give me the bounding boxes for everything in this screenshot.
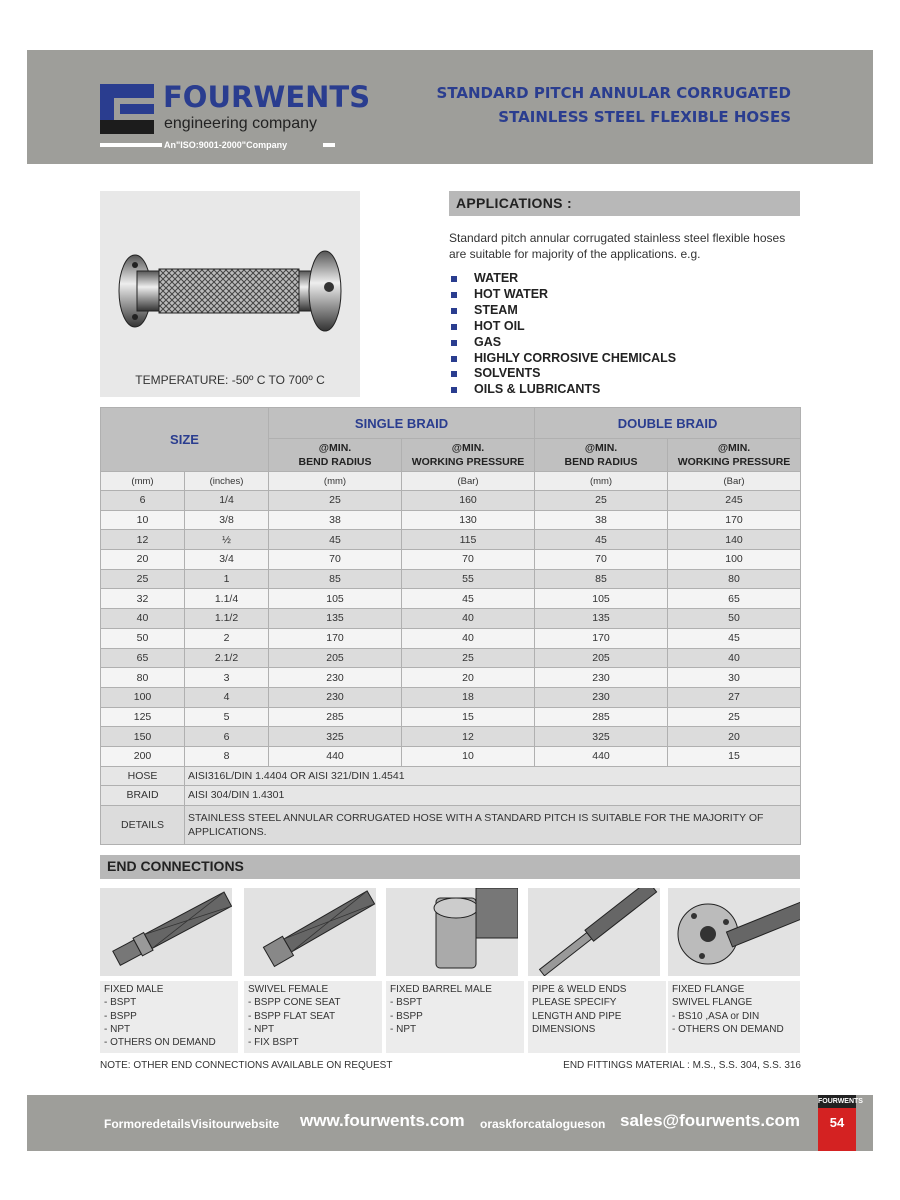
table-cell: 440 (269, 746, 402, 766)
table-cell: 25 (535, 491, 668, 511)
table-row (101, 746, 801, 766)
table-cell: 65 (668, 589, 801, 609)
table-row (101, 530, 801, 550)
single-braid-header: SINGLE BRAID (269, 408, 535, 439)
table-cell: 135 (535, 609, 668, 629)
fixed-barrel-male-options: FIXED BARREL MALE - BSPT - BSPP - NPT (386, 981, 524, 1053)
brand-name: FOURWENTS (163, 80, 371, 114)
table-cell: 20 (402, 668, 535, 688)
pipe-weld-end-icon (528, 888, 660, 976)
table-cell: 10 (402, 746, 535, 766)
swivel-female-options: SWIVEL FEMALE - BSPP CONE SEAT - BSPP FLAT SEAT - NPT - FIX BSPT (244, 981, 382, 1053)
table-cell: 105 (269, 589, 402, 609)
table-cell: 3/4 (185, 550, 269, 570)
applications-list (449, 271, 676, 398)
table-cell: 70 (402, 550, 535, 570)
table-cell: 440 (535, 746, 668, 766)
table-cell: 25 (101, 569, 185, 589)
table-cell: 3 (185, 668, 269, 688)
square-bullet-icon (451, 387, 457, 393)
table-cell: 25 (269, 491, 402, 511)
unit-cell: (Bar) (668, 472, 801, 491)
table-row (101, 668, 801, 688)
iso-divider-right (323, 143, 335, 147)
page-header (27, 50, 873, 164)
end-connections-header (100, 855, 800, 879)
table-cell: 80 (668, 569, 801, 589)
list-item: HOT OIL (449, 319, 676, 335)
product-image (100, 191, 360, 397)
working-pressure-header: @MIN. WORKING PRESSURE (668, 439, 801, 472)
table-cell: 5 (185, 707, 269, 727)
table-cell: 45 (402, 589, 535, 609)
table-cell: 40 (402, 609, 535, 629)
table-cell: 285 (535, 707, 668, 727)
bend-radius-header: @MIN. BEND RADIUS (269, 439, 402, 472)
table-cell: 3/8 (185, 510, 269, 530)
table-cell: 125 (101, 707, 185, 727)
size-header: SIZE (101, 408, 269, 472)
table-cell: 70 (269, 550, 402, 570)
table-cell: 205 (535, 648, 668, 668)
pipe-weld-ends-image (528, 888, 660, 976)
table-cell: 130 (402, 510, 535, 530)
table-cell: 325 (535, 727, 668, 747)
table-row (101, 687, 801, 707)
table-cell: 45 (535, 530, 668, 550)
table-cell: 25 (402, 648, 535, 668)
table-cell: 230 (269, 668, 402, 688)
square-bullet-icon (451, 340, 457, 346)
table-cell: 85 (535, 569, 668, 589)
end-connections-title: END CONNECTIONS (107, 858, 244, 874)
spec-table (100, 407, 801, 845)
table-cell: 80 (101, 668, 185, 688)
table-cell: 200 (101, 746, 185, 766)
table-cell: 10 (101, 510, 185, 530)
table-cell: 38 (535, 510, 668, 530)
table-cell: 115 (402, 530, 535, 550)
table-cell: 2.1/2 (185, 648, 269, 668)
details-row (101, 805, 801, 844)
hose-label: HOSE (101, 766, 185, 786)
table-row (101, 628, 801, 648)
square-bullet-icon (451, 324, 457, 330)
hose-row (101, 766, 801, 786)
details-value: STAINLESS STEEL ANNULAR CORRUGATED HOSE WITH A STANDARD PITCH IS SUITABLE FOR THE MAJORITY OF APPLICATIONS. (185, 805, 801, 844)
flange-fitting-icon (668, 888, 800, 976)
table-cell: 2 (185, 628, 269, 648)
table-row (101, 648, 801, 668)
applications-description: Standard pitch annular corrugated stainless steel flexible hoses are suitable for majority of the applications. e.g. (449, 231, 786, 261)
table-cell: 285 (269, 707, 402, 727)
pipe-weld-ends-options: PIPE & WELD ENDS PLEASE SPECIFY LENGTH AND PIPE DIMENSIONS (528, 981, 666, 1053)
table-cell: 85 (269, 569, 402, 589)
square-bullet-icon (451, 308, 457, 314)
table-row (101, 727, 801, 747)
fixed-male-fitting-icon (100, 888, 232, 976)
footer-catalogue-text: oraskforcatalogueson (480, 1117, 606, 1131)
table-cell: 230 (535, 687, 668, 707)
bend-radius-header: @MIN. BEND RADIUS (535, 439, 668, 472)
table-row (101, 550, 801, 570)
table-cell: 20 (668, 727, 801, 747)
list-item: GAS (449, 335, 676, 351)
table-cell: 105 (535, 589, 668, 609)
table-cell: 4 (185, 687, 269, 707)
working-pressure-header: @MIN. WORKING PRESSURE (402, 439, 535, 472)
list-item: STEAM (449, 303, 676, 319)
table-cell: 15 (402, 707, 535, 727)
braid-row (101, 786, 801, 806)
email-link[interactable]: sales@fourwents.com (620, 1111, 801, 1130)
table-cell: 25 (668, 707, 801, 727)
table-row (101, 589, 801, 609)
table-cell: 15 (668, 746, 801, 766)
table-cell: 50 (101, 628, 185, 648)
table-cell: 45 (668, 628, 801, 648)
table-cell: 55 (402, 569, 535, 589)
table-cell: 27 (668, 687, 801, 707)
table-cell: ½ (185, 530, 269, 550)
list-item: HIGHLY CORROSIVE CHEMICALS (449, 351, 676, 367)
page-footer (27, 1095, 873, 1151)
flange-image (668, 888, 800, 976)
braid-label: BRAID (101, 786, 185, 806)
brand-subtitle: engineering company (164, 115, 317, 132)
fixed-barrel-male-image (386, 888, 518, 976)
table-cell: 50 (668, 609, 801, 629)
units-row (101, 472, 801, 491)
iso-certification: An"ISO:9001-2000"Company (164, 140, 288, 150)
end-connections-note: NOTE: OTHER END CONNECTIONS AVAILABLE ON REQUEST (100, 1060, 393, 1071)
list-item: HOT WATER (449, 287, 676, 303)
table-row (101, 609, 801, 629)
table-cell: 170 (535, 628, 668, 648)
list-item: OILS & LUBRICANTS (449, 382, 676, 398)
table-cell: 12 (402, 727, 535, 747)
table-cell: 40 (402, 628, 535, 648)
unit-cell: (mm) (535, 472, 668, 491)
fixed-male-options: FIXED MALE - BSPT - BSPP - NPT - OTHERS ON DEMAND (100, 981, 238, 1053)
swivel-female-image (244, 888, 376, 976)
page-title-line2: STAINLESS STEEL FLEXIBLE HOSES (498, 108, 791, 126)
square-bullet-icon (451, 356, 457, 362)
table-cell: 1/4 (185, 491, 269, 511)
applications-header (449, 191, 800, 216)
fixed-male-image (100, 888, 232, 976)
table-cell: 100 (668, 550, 801, 570)
website-link[interactable]: www.fourwents.com (300, 1111, 465, 1130)
table-row (101, 510, 801, 530)
iso-divider-left (100, 143, 162, 147)
footer-visit-text: FormoredetailsVisitourwebsite (104, 1117, 280, 1131)
table-cell: 1.1/4 (185, 589, 269, 609)
temperature-label: TEMPERATURE: -50º C TO 700º C (135, 373, 325, 387)
table-cell: 32 (101, 589, 185, 609)
table-cell: 8 (185, 746, 269, 766)
table-row (101, 707, 801, 727)
hose-value: AISI316L/DIN 1.4404 OR AISI 321/DIN 1.4541 (185, 766, 801, 786)
square-bullet-icon (451, 292, 457, 298)
table-cell: 135 (269, 609, 402, 629)
table-cell: 38 (269, 510, 402, 530)
table-cell: 1 (185, 569, 269, 589)
table-cell: 70 (535, 550, 668, 570)
table-cell: 230 (535, 668, 668, 688)
unit-cell: (inches) (185, 472, 269, 491)
table-cell: 45 (269, 530, 402, 550)
flange-options: FIXED FLANGE SWIVEL FLANGE - BS10 ,ASA or DIN - OTHERS ON DEMAND (668, 981, 800, 1053)
page-number: 54 (818, 1108, 856, 1151)
unit-cell: (mm) (101, 472, 185, 491)
table-row (101, 569, 801, 589)
fixed-barrel-male-fitting-icon (386, 888, 518, 976)
table-cell: 150 (101, 727, 185, 747)
applications-title: APPLICATIONS : (456, 195, 572, 211)
table-cell: 20 (101, 550, 185, 570)
square-bullet-icon (451, 276, 457, 282)
fourwents-logo-icon (100, 84, 154, 134)
double-braid-header: DOUBLE BRAID (535, 408, 801, 439)
table-cell: 6 (185, 727, 269, 747)
details-label: DETAILS (101, 805, 185, 844)
table-cell: 140 (668, 530, 801, 550)
end-fittings-material: END FITTINGS MATERIAL : M.S., S.S. 304, S.S. 316 (563, 1060, 801, 1071)
table-cell: 30 (668, 668, 801, 688)
flanged-hose-icon (115, 231, 345, 351)
table-cell: 230 (269, 687, 402, 707)
table-cell: 170 (269, 628, 402, 648)
braid-value: AISI 304/DIN 1.4301 (185, 786, 801, 806)
table-cell: 18 (402, 687, 535, 707)
table-cell: 65 (101, 648, 185, 668)
table-row (101, 491, 801, 511)
table-cell: 6 (101, 491, 185, 511)
table-cell: 205 (269, 648, 402, 668)
footer-brand-badge: FOURWENTS (818, 1095, 856, 1108)
table-cell: 1.1/2 (185, 609, 269, 629)
table-cell: 40 (101, 609, 185, 629)
table-cell: 170 (668, 510, 801, 530)
list-item: SOLVENTS (449, 366, 676, 382)
table-cell: 12 (101, 530, 185, 550)
table-cell: 160 (402, 491, 535, 511)
unit-cell: (Bar) (402, 472, 535, 491)
table-cell: 100 (101, 687, 185, 707)
swivel-female-fitting-icon (244, 888, 376, 976)
table-cell: 245 (668, 491, 801, 511)
table-cell: 40 (668, 648, 801, 668)
page-title-line1: STANDARD PITCH ANNULAR CORRUGATED (436, 84, 791, 102)
table-cell: 325 (269, 727, 402, 747)
unit-cell: (mm) (269, 472, 402, 491)
square-bullet-icon (451, 371, 457, 377)
list-item: WATER (449, 271, 676, 287)
